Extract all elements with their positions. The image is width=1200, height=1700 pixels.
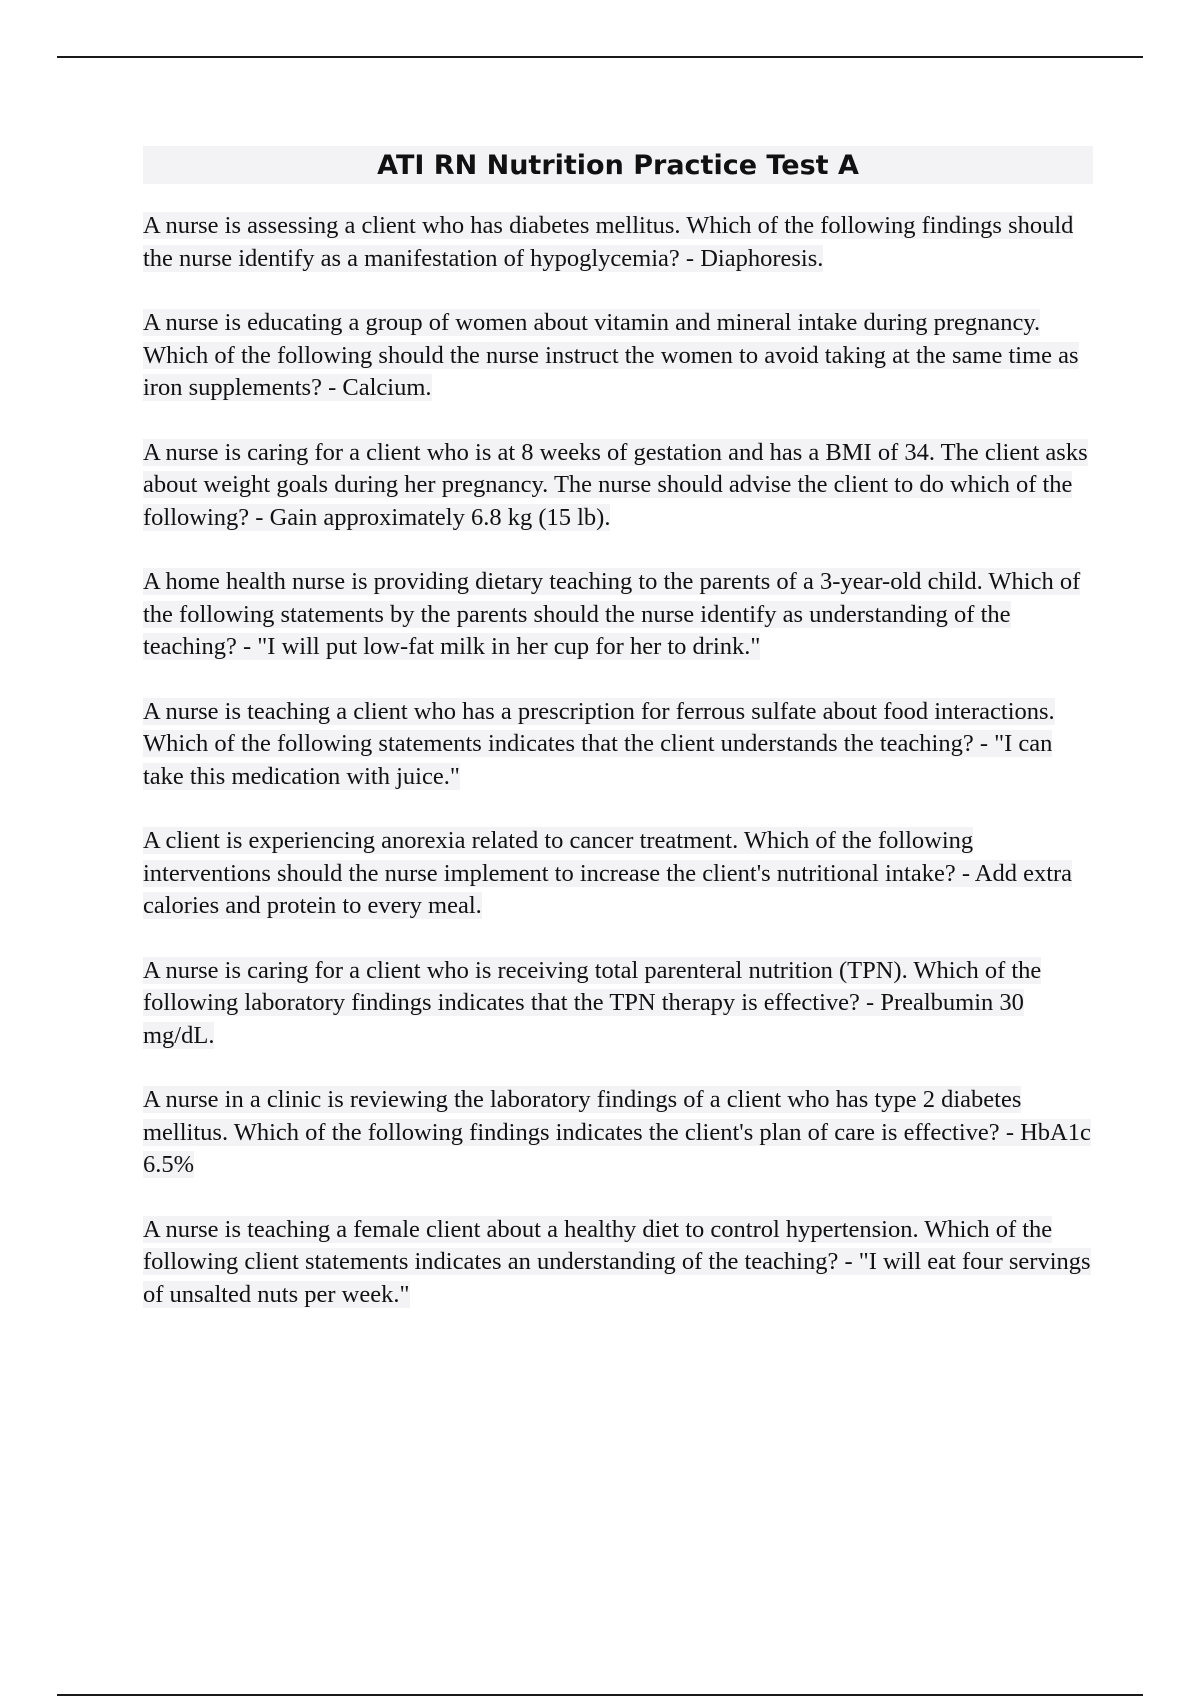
qa-item <box>143 307 1093 405</box>
question-text: A nurse is caring for a client who is at 8 weeks of gestation and has a BMI of 34. The client asks about weight goals during her pregnancy. The nurse should advise the client to do which of the following? <box>143 438 1088 531</box>
answer-text: "I can take this medication with juice." <box>143 730 1053 790</box>
qa-item <box>143 1084 1093 1182</box>
answer-text: Diaphoresis. <box>700 244 824 272</box>
question-text: A nurse is teaching a female client about a healthy diet to control hypertension. Which of the following client statements indicates an understanding of the teaching? <box>143 1215 1053 1275</box>
question-text: A home health nurse is providing dietary teaching to the parents of a 3-year-old child. Which of the following statements by the parents should the nurse identify as understanding of the teaching? <box>143 568 1081 660</box>
answer-text: "I will eat four servings of unsalted nuts per week." <box>143 1248 1091 1308</box>
answer-text: Gain approximately 6.8 kg (15 lb). <box>269 503 611 531</box>
qa-item <box>143 955 1093 1053</box>
qa-item <box>143 825 1093 923</box>
answer-text: "I will put low-fat milk in her cup for her to drink." <box>257 633 761 660</box>
question-text: A nurse is caring for a client who is receiving total parenteral nutrition (TPN). Which of the following laboratory findings indicates that the TPN therapy is effective? <box>143 956 1042 1016</box>
qa-separator: - <box>236 633 258 660</box>
question-text: A client is experiencing anorexia related to cancer treatment. Which of the following interventions should the nurse implement to increase the client's nutritional intake? <box>143 827 974 887</box>
qa-separator: - <box>249 503 270 531</box>
qa-separator: - <box>999 1118 1021 1146</box>
page-title: ATI RN Nutrition Practice Test A <box>377 149 859 181</box>
qa-item <box>143 1214 1093 1312</box>
question-text: A nurse is educating a group of women about vitamin and mineral intake during pregnancy. Which of the following should the nurse instruct the women to avoid taking at the same time as iron supplements? <box>143 309 1079 401</box>
qa-item <box>143 566 1093 664</box>
answer-text: HbA1c 6.5% <box>143 1118 1091 1178</box>
answer-text: Prealbumin 30 mg/dL. <box>143 989 1024 1049</box>
qa-separator: - <box>955 859 975 887</box>
question-text: A nurse in a clinic is reviewing the laboratory findings of a client who has type 2 diabetes mellitus. Which of the following findings indicates the client's plan of care is effective? <box>143 1086 1022 1146</box>
qa-separator: - <box>838 1248 859 1275</box>
qa-separator: - <box>321 374 343 401</box>
qa-item <box>143 696 1093 794</box>
qa-item <box>143 210 1093 275</box>
qa-item <box>143 437 1093 535</box>
bottom-rule <box>57 1694 1143 1696</box>
qa-separator: - <box>973 730 995 757</box>
top-rule <box>57 56 1143 58</box>
title-bar <box>143 146 1093 184</box>
answer-text: Calcium. <box>342 374 432 401</box>
question-text: A nurse is assessing a client who has diabetes mellitus. Which of the following findings should the nurse identify as a manifestation of hypoglycemia? <box>143 212 1074 272</box>
qa-separator: - <box>859 989 881 1016</box>
document-body <box>143 146 1093 1343</box>
qa-separator: - <box>679 244 701 272</box>
question-text: A nurse is teaching a client who has a prescription for ferrous sulfate about food interactions. Which of the following statements indicates that the client understands the teaching? <box>143 697 1055 757</box>
answer-text: Add extra calories and protein to every meal. <box>143 859 1073 919</box>
